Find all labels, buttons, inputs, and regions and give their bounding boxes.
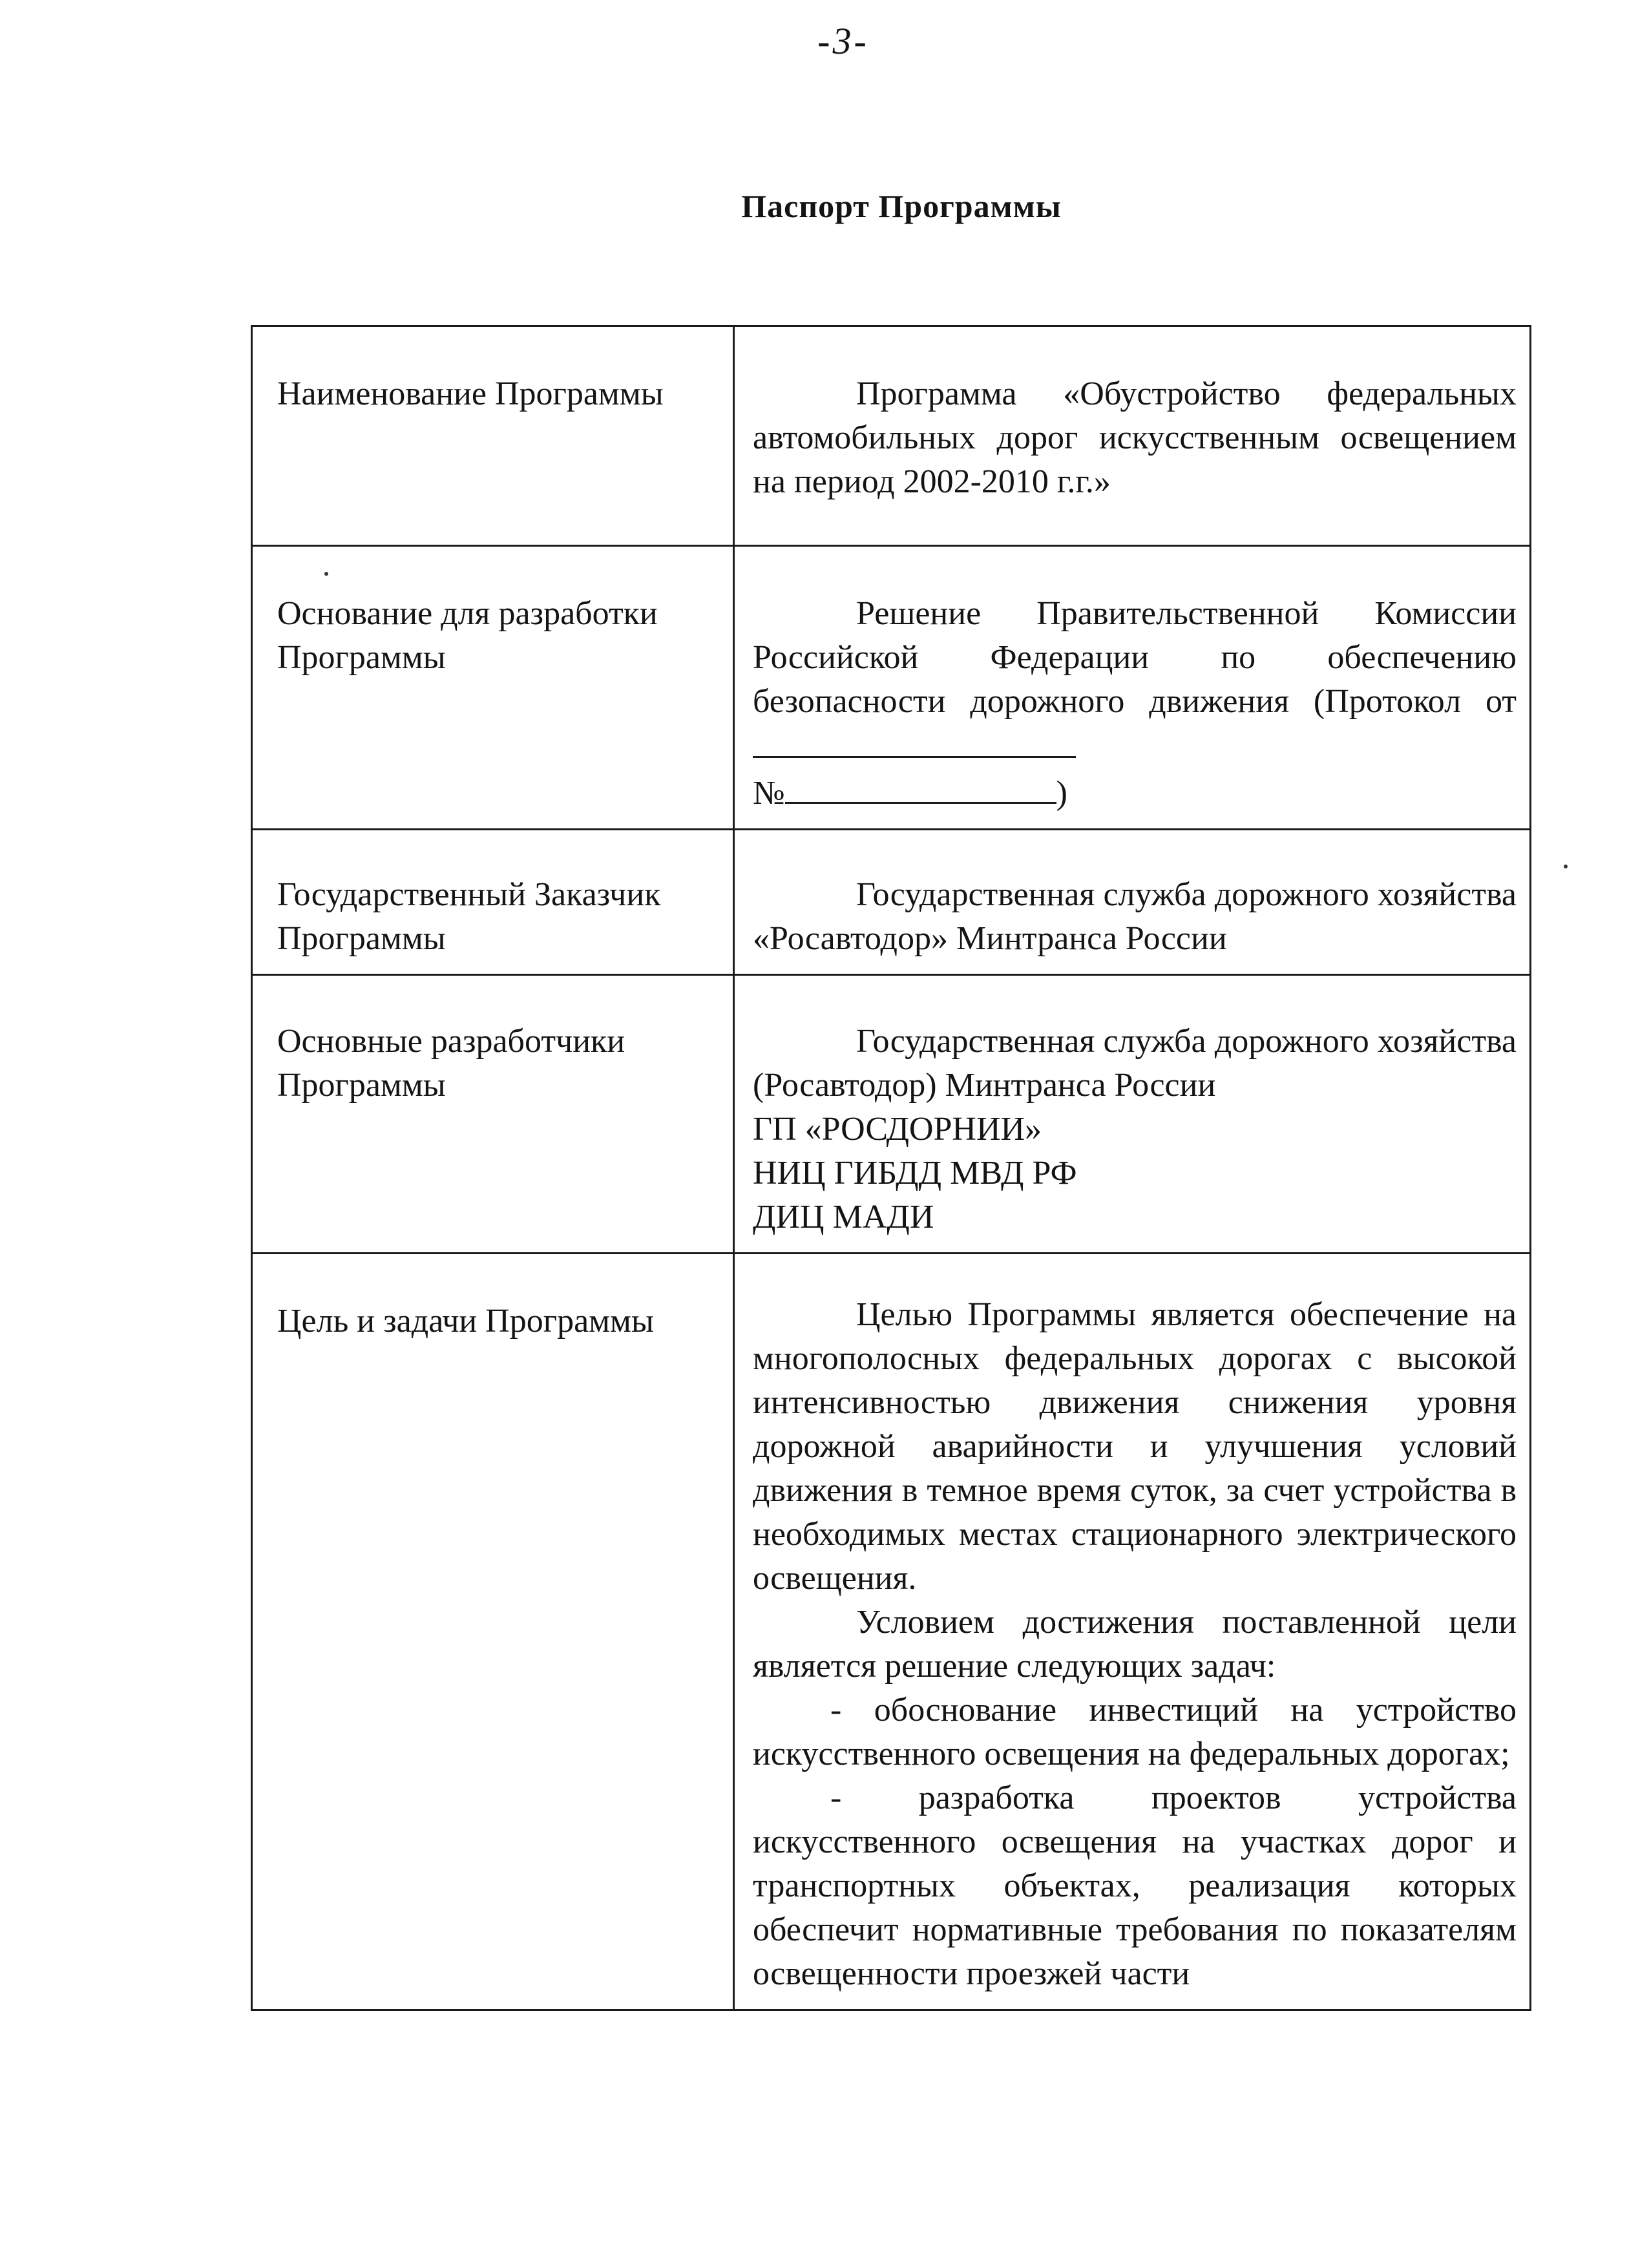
value-customer: Государственная служба дорожного хозяйства «Росавтодор» Минтранса России <box>734 830 1531 975</box>
label-customer: Государственный Заказчик Программы <box>252 830 734 975</box>
value-goal <box>734 1254 1531 2010</box>
task-item: - обоснование инвестиций на устройство искусственного освещения на федеральных дорогах; <box>753 1692 1517 1772</box>
protocol-date-blank <box>753 724 1076 758</box>
table-row-basis <box>252 546 1531 830</box>
scan-speck <box>1564 865 1568 868</box>
basis-decision-text: Решение Правительственной Комиссии Российской Федерации по обеспечению безопасности дорожного движения (Протокол от <box>753 595 1517 720</box>
label-goal: Цель и задачи Программы <box>252 1254 734 2010</box>
developer-item: Государственная служба дорожного хозяйства (Росавтодор) Минтранса России <box>753 1023 1517 1104</box>
condition-paragraph: Условием достижения поставленной цели является решение следующих задач: <box>753 1604 1517 1685</box>
goal-paragraph: Целью Программы является обеспечение на многополосных федеральных дорогах с высокой интенсивностью движения снижения уровня дорожной аварийности и улучшения условий движения в темное время суток, за счет устройства в необходимых местах стационарного электрического освещения. <box>753 1296 1517 1597</box>
closing-paren: ) <box>1056 775 1067 812</box>
developer-item: НИЦ ГИБДД МВД РФ <box>753 1155 1077 1192</box>
label-program-name: Наименование Программы <box>252 326 734 546</box>
label-basis: Основание для разработки Программы <box>252 546 734 830</box>
basis-text <box>753 592 1517 770</box>
program-passport-table <box>251 325 1531 2011</box>
task-item: - разработка проектов устройства искусственного освещения на участках дорог и транспортных объектах, реализация которых обеспечит нормативные требования по показателям освещенности проезжей части <box>753 1780 1517 1992</box>
label-developers: Основные разработчики Программы <box>252 975 734 1254</box>
document-title: Паспорт Программы <box>741 188 1062 224</box>
scan-speck <box>324 572 328 576</box>
page-number: -3- <box>817 20 869 62</box>
value-basis <box>734 546 1531 830</box>
value-developers <box>734 975 1531 1254</box>
table-row-program-name <box>252 326 1531 546</box>
table-row-developers <box>252 975 1531 1254</box>
table-row-customer <box>252 830 1531 975</box>
developer-item: ДИЦ МАДИ <box>753 1199 934 1235</box>
developer-item: ГП «РОСДОРНИИ» <box>753 1111 1042 1148</box>
number-sign: № <box>753 775 785 812</box>
table-row-goal <box>252 1254 1531 2010</box>
protocol-number-blank <box>785 770 1056 804</box>
value-program-name: Программа «Обустройство федеральных автомобильных дорог искусственным освещением на период 2002-2010 г.г.» <box>734 326 1531 546</box>
protocol-number-line <box>753 770 1517 815</box>
